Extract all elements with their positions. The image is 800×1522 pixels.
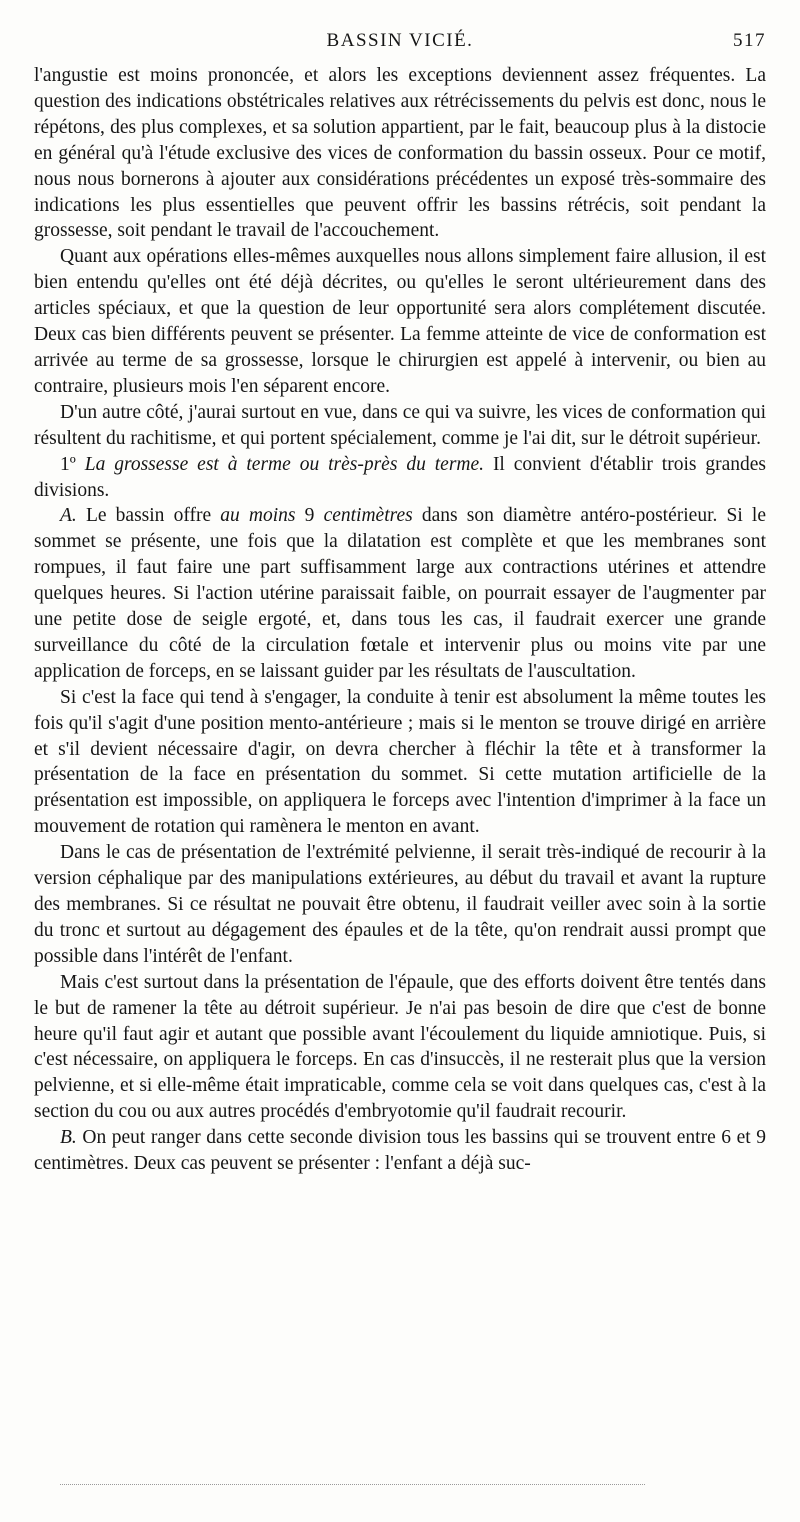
running-title: BASSIN VICIÉ. bbox=[326, 30, 474, 51]
running-header bbox=[34, 30, 766, 54]
paragraph bbox=[34, 1125, 766, 1177]
paragraph bbox=[34, 685, 766, 840]
paragraph-text: dans son diamètre antéro-postérieur. Si le sommet se présente, une fois que la dilatation est complète et que les membranes sont rompues, il faut faire une part suffisamment large aux contractions utérines et attendre quelques heures. Si l'action utérine paraissait faible, on pourrait essayer de l'augmenter par une petite dose de seigle ergoté, et, dans tous les cas, il faudrait exercer une grande surveillance du côté de la circulation fœtale et intervenir plus ou moins vite par une application de forceps, en se laissant guider par les résultats de l'auscultation. bbox=[34, 505, 767, 682]
paragraph-italic-text: centimètres bbox=[323, 505, 413, 527]
paragraph-text: l'angustie est moins prononcée, et alors les exceptions deviennent assez fréquentes. La question des indications obstétricales relatives aux rétrécissements du pelvis est donc, nous le répétons, des plus complexes, et sa solution appartient, par le fait, beaucoup plus à la distocie en général qu'à l'étude exclusive des vices de conformation du bassin osseux. Pour ce motif, nous nous bornerons à ajouter aux considérations précédentes un exposé très-sommaire des indications les plus essentielles que peuvent offrir les bassins rétrécis, soit pendant la grossesse, soit pendant le travail de l'accouchement. bbox=[34, 65, 766, 242]
paragraph bbox=[34, 503, 766, 684]
paragraph-text: Mais c'est surtout dans la présentation de l'épaule, que des efforts doivent être tentés dans le but de ramener la tête au détroit supérieur. Je n'ai pas besoin de dire que c'est de bonne heure qu'il faut agir et autant que possible avant l'écoulement du liquide amniotique. Puis, si c'est nécessaire, on appliquera le forceps. En cas d'insuccès, il ne resterait plus que la version pelvienne, et si elle-même était impraticable, comme cela se voit dans quelques cas, c'est à la section du cou ou aux autres procédés d'embryotomie qu'il faudrait recourir. bbox=[34, 971, 766, 1123]
paragraph-text: Il convient d'établir trois grandes divisions. bbox=[34, 453, 767, 501]
paragraph-text: Dans le cas de présentation de l'extrémité pelvienne, il serait très-indiqué de recourir à la version céphalique par des manipulations extérieures, au début du travail et avant la rupture des membranes. Si ce résultat ne pouvait être obtenu, il faudrait veiller avec soin à la sortie du tronc et surtout au dégagement des épaules et de la tête, qu'on rendrait aussi prompt que possible dans l'intérêt de l'enfant. bbox=[34, 842, 766, 967]
paragraph-text: D'un autre côté, j'aurai surtout en vue, dans ce qui va suivre, les vices de conformation qui résultent du rachitisme, et qui portent spécialement, comme je l'ai dit, sur le détroit supérieur. bbox=[34, 401, 766, 449]
paragraph-italic-text: A. bbox=[60, 505, 77, 527]
paragraph-italic-text: au moins bbox=[220, 505, 296, 527]
paragraph-italic-text: B. bbox=[60, 1127, 77, 1149]
paragraph-text: 1º bbox=[60, 453, 85, 475]
paragraph-italic-text: La grossesse est à terme ou très-près du terme. bbox=[84, 453, 485, 475]
footer-dotted-rule bbox=[60, 1484, 645, 1485]
paragraph-text: 9 bbox=[295, 505, 324, 527]
paragraph bbox=[34, 63, 766, 244]
paragraph bbox=[34, 244, 766, 399]
paragraph bbox=[34, 970, 766, 1125]
body-text bbox=[34, 63, 766, 1177]
paragraph bbox=[34, 452, 766, 504]
paragraph-text: Le bassin offre bbox=[76, 505, 221, 527]
paragraph-text: On peut ranger dans cette seconde division tous les bassins qui se trouvent entre 6 et 9 centimètres. Deux cas peuvent se présenter : l'enfant a déjà suc- bbox=[34, 1127, 766, 1175]
paragraph-text: Si c'est la face qui tend à s'engager, la conduite à tenir est absolument la même toutes les fois qu'il s'agit d'une position mento-antérieure ; mais si le menton se trouve dirigé en arrière et s'il devient nécessaire d'agir, on devra chercher à fléchir la tête et à transformer la présentation de la face en présentation du sommet. Si cette mutation artificielle de la présentation est impossible, on appliquera le forceps avec l'intention d'imprimer à la face un mouvement de rotation qui ramènera le menton en avant. bbox=[34, 686, 766, 838]
page-number: 517 bbox=[733, 30, 766, 51]
paragraph bbox=[34, 400, 766, 452]
paragraph bbox=[34, 840, 766, 970]
paragraph-text: Quant aux opérations elles-mêmes auxquelles nous allons simplement faire allusion, il est bien entendu qu'elles ont été déjà décrites, ou qu'elles le seront ultérieurement dans des articles spéciaux, et que la question de leur opportunité sera alors complétement discutée. Deux cas bien différents peuvent se présenter. La femme atteinte de vice de conformation est arrivée au terme de sa grossesse, lorsque le chirurgien est appelé à intervenir, ou bien au contraire, plusieurs mois l'en séparent encore. bbox=[34, 246, 766, 397]
